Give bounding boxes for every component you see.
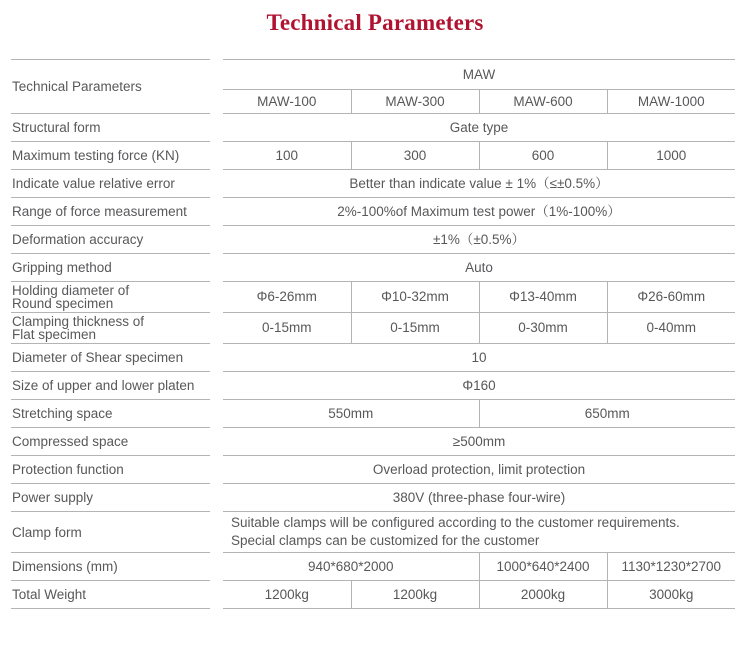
value-cell: Overload protection, limit protection xyxy=(223,456,735,484)
header-series-cell: MAW xyxy=(223,60,735,90)
table-row xyxy=(11,313,735,344)
column-gap xyxy=(210,254,223,282)
table-row xyxy=(11,282,735,313)
row-label: Deformation accuracy xyxy=(11,226,210,254)
value-cell: 380V (three-phase four-wire) xyxy=(223,484,735,512)
column-gap xyxy=(210,114,223,142)
row-label: Maximum testing force (KN) xyxy=(11,142,210,170)
value-cell: 2%-100%of Maximum test power（1%-100%） xyxy=(223,198,735,226)
table-row xyxy=(11,114,735,142)
table-row xyxy=(11,344,735,372)
header-model-cell: MAW-100 xyxy=(223,90,351,114)
value-cell: Φ10-32mm xyxy=(351,282,479,313)
value-cell: Φ13-40mm xyxy=(479,282,607,313)
value-cell: 650mm xyxy=(479,400,735,428)
row-label: Total Weight xyxy=(11,581,210,609)
value-cell: 940*680*2000 xyxy=(223,553,479,581)
value-cell: Φ160 xyxy=(223,372,735,400)
header-model-cell: MAW-600 xyxy=(479,90,607,114)
column-gap xyxy=(210,198,223,226)
row-label: Indicate value relative error xyxy=(11,170,210,198)
column-gap xyxy=(210,428,223,456)
table-row xyxy=(11,484,735,512)
header-row-group xyxy=(11,60,735,90)
column-gap xyxy=(210,484,223,512)
value-cell: Better than indicate value ± 1%（≤±0.5%） xyxy=(223,170,735,198)
value-cell: Gate type xyxy=(223,114,735,142)
row-label: Gripping method xyxy=(11,254,210,282)
value-cell: 550mm xyxy=(223,400,479,428)
value-cell: 1000 xyxy=(607,142,735,170)
row-label: Clamp form xyxy=(11,512,210,553)
column-gap xyxy=(210,456,223,484)
column-gap xyxy=(210,512,223,553)
value-cell: Φ26-60mm xyxy=(607,282,735,313)
value-cell: 10 xyxy=(223,344,735,372)
table-row xyxy=(11,512,735,553)
row-label: Dimensions (mm) xyxy=(11,553,210,581)
table-body xyxy=(11,60,735,609)
value-cell: ≥500mm xyxy=(223,428,735,456)
column-gap xyxy=(210,226,223,254)
value-cell: ±1%（±0.5%） xyxy=(223,226,735,254)
row-label: Clamping thickness of Flat specimen xyxy=(11,313,210,344)
row-label: Structural form xyxy=(11,114,210,142)
value-cell: 1200kg xyxy=(351,581,479,609)
table-row xyxy=(11,170,735,198)
value-cell: Φ6-26mm xyxy=(223,282,351,313)
value-cell: 1200kg xyxy=(223,581,351,609)
column-gap xyxy=(210,553,223,581)
column-gap xyxy=(210,400,223,428)
value-cell: 0-40mm xyxy=(607,313,735,344)
table-row xyxy=(11,456,735,484)
row-label-technical-parameters: Technical Parameters xyxy=(11,60,210,114)
value-cell: Auto xyxy=(223,254,735,282)
technical-parameters-table xyxy=(11,59,735,609)
row-label: Size of upper and lower platen xyxy=(11,372,210,400)
value-cell: 300 xyxy=(351,142,479,170)
column-gap xyxy=(210,581,223,609)
table-row xyxy=(11,553,735,581)
column-gap xyxy=(210,170,223,198)
value-cell: 600 xyxy=(479,142,607,170)
row-label: Protection function xyxy=(11,456,210,484)
row-label: Diameter of Shear specimen xyxy=(11,344,210,372)
column-gap xyxy=(210,60,223,114)
table-row xyxy=(11,226,735,254)
column-gap xyxy=(210,344,223,372)
header-model-cell: MAW-1000 xyxy=(607,90,735,114)
table-row xyxy=(11,198,735,226)
table-row xyxy=(11,400,735,428)
table-row xyxy=(11,142,735,170)
column-gap xyxy=(210,282,223,313)
value-cell: Suitable clamps will be configured according to the customer requirements. Special clamps can be customized for the customer xyxy=(223,512,735,553)
header-model-cell: MAW-300 xyxy=(351,90,479,114)
value-cell: 0-15mm xyxy=(223,313,351,344)
value-cell: 1000*640*2400 xyxy=(479,553,607,581)
row-label: Holding diameter of Round specimen xyxy=(11,282,210,313)
value-cell: 100 xyxy=(223,142,351,170)
row-label: Stretching space xyxy=(11,400,210,428)
value-cell: 3000kg xyxy=(607,581,735,609)
value-cell: 2000kg xyxy=(479,581,607,609)
table-row xyxy=(11,428,735,456)
row-label: Range of force measurement xyxy=(11,198,210,226)
value-cell: 0-15mm xyxy=(351,313,479,344)
table-row xyxy=(11,581,735,609)
value-cell: 0-30mm xyxy=(479,313,607,344)
row-label: Power supply xyxy=(11,484,210,512)
row-label: Compressed space xyxy=(11,428,210,456)
column-gap xyxy=(210,142,223,170)
column-gap xyxy=(210,372,223,400)
column-gap xyxy=(210,313,223,344)
table-row xyxy=(11,254,735,282)
table-row xyxy=(11,372,735,400)
page-title: Technical Parameters xyxy=(266,10,484,35)
value-cell: 1130*1230*2700 xyxy=(607,553,735,581)
